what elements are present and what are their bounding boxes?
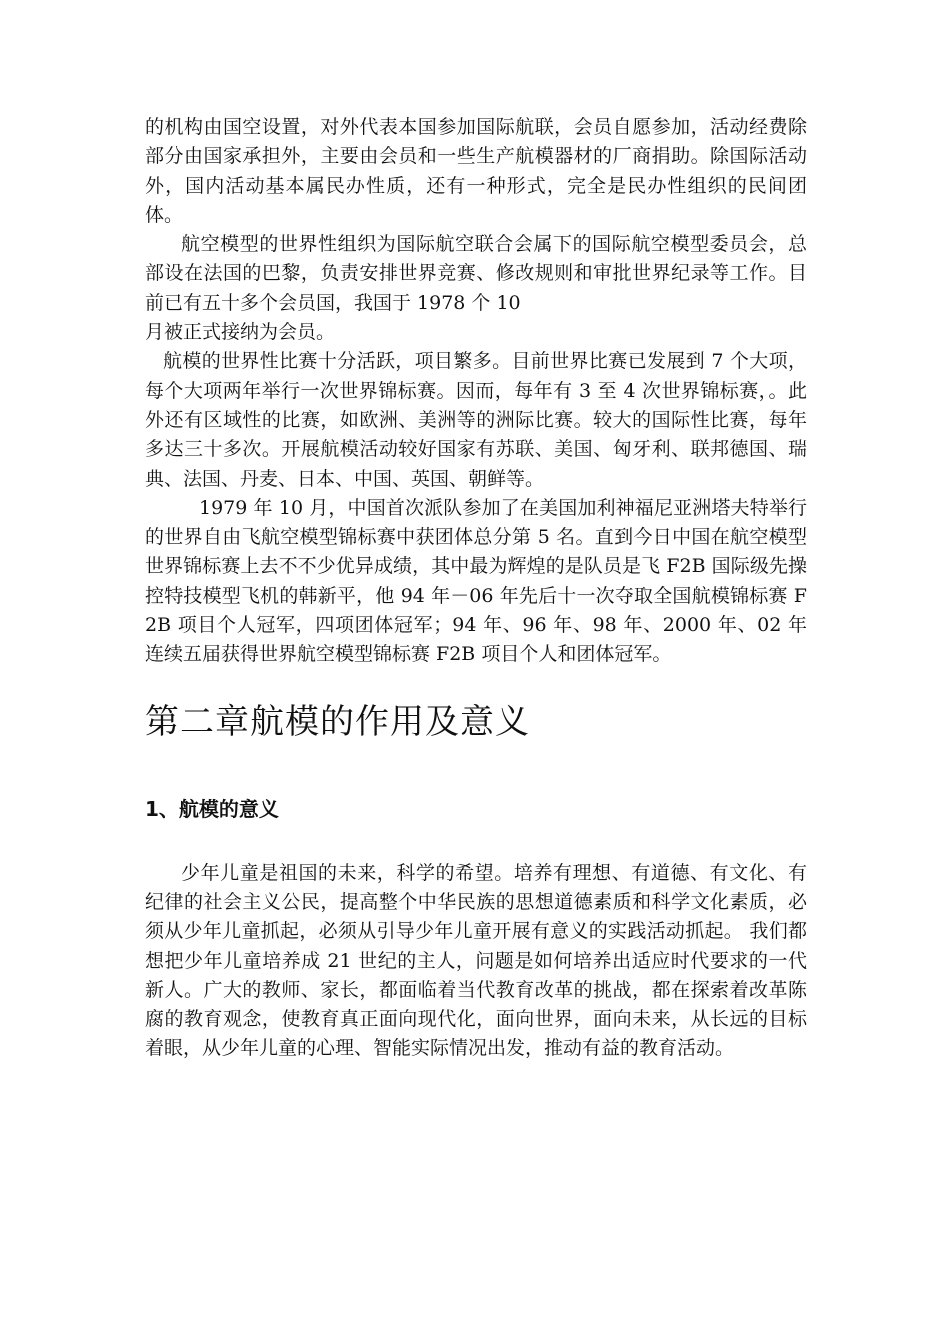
- section-title: 1、航模的意义: [145, 796, 279, 821]
- document-body: [145, 113, 807, 1064]
- paragraph-international-committee: 航空模型的世界性组织为国际航空联合会属下的国际航空模型委员会，总部设在法国的巴黎，负责安排世界竞赛、修改规则和审批世界纪录等工作。目前已有五十多个会员国，我国于 1978 个 10: [145, 233, 807, 314]
- chapter-title: 第二章航模的作用及意义: [145, 701, 530, 742]
- paragraph-significance: 少年儿童是祖国的未来，科学的希望。培养有理想、有道德、有文化、有纪律的社会主义公民，提高整个中华民族的思想道德素质和科学文化素质，必须从少年儿童抓起，必须从引导少年儿童开展有意义的实践活动抓起。 我们都想把少年儿童培养成 21 世纪的主人，问题是如何培养出适应时代要求的一代新人。广大的教师、家长，都面临着当代教育改革的挑战，都在探索着改革陈腐的教育观念，使教育真正面向现代化，面向世界，面向未来，从长远的目标着眼，从少年儿童的心理、智能实际情况出发，推动有益的教育活动。: [145, 861, 807, 1060]
- paragraph-membership-date: 月被正式接纳为会员。: [145, 321, 336, 344]
- paragraph-world-competitions: 航模的世界性比赛十分活跃，项目繁多。目前世界比赛已发展到 7 个大项，每个大项两年举行一次世界锦标赛。因而，每年有 3 至 4 次世界锦标赛，。此外还有区域性的比赛，如欧洲、美洲等的洲际比赛。较大的国际性比赛，每年多达三十多次。开展航模活动较好国家有苏联、美国、匈牙利、联邦德国、瑞典、法国、丹麦、日本、中国、英国、朝鲜等。: [145, 350, 807, 490]
- paragraph-org-structure: 的机构由国空设置，对外代表本国参加国际航联，会员自愿参加，活动经费除部分由国家承担外，主要由会员和一些生产航模器材的厂商捐助。除国际活动外，国内活动基本属民办性质，还有一种形式，完全是民办性组织的民间团体。: [145, 116, 807, 226]
- paragraph-china-achievements: 1979 年 10 月，中国首次派队参加了在美国加利神福尼亚洲塔夫特举行的世界自由飞航空模型锦标赛中获团体总分第 5 名。直到今日中国在航空模型世界锦标赛上去不不少优异成绩，其中最为辉煌的是队员是飞 F2B 国际级先操控特技模型飞机的韩新平，他 94 年－06 年先后十一次夺取全国航模锦标赛 F2B 项目个人冠军，四项团体冠军；94 年、96 年、98 年、2000 年、02 年连续五届获得世界航空模型锦标赛 F2B 项目个人和团体冠军。: [145, 496, 807, 666]
